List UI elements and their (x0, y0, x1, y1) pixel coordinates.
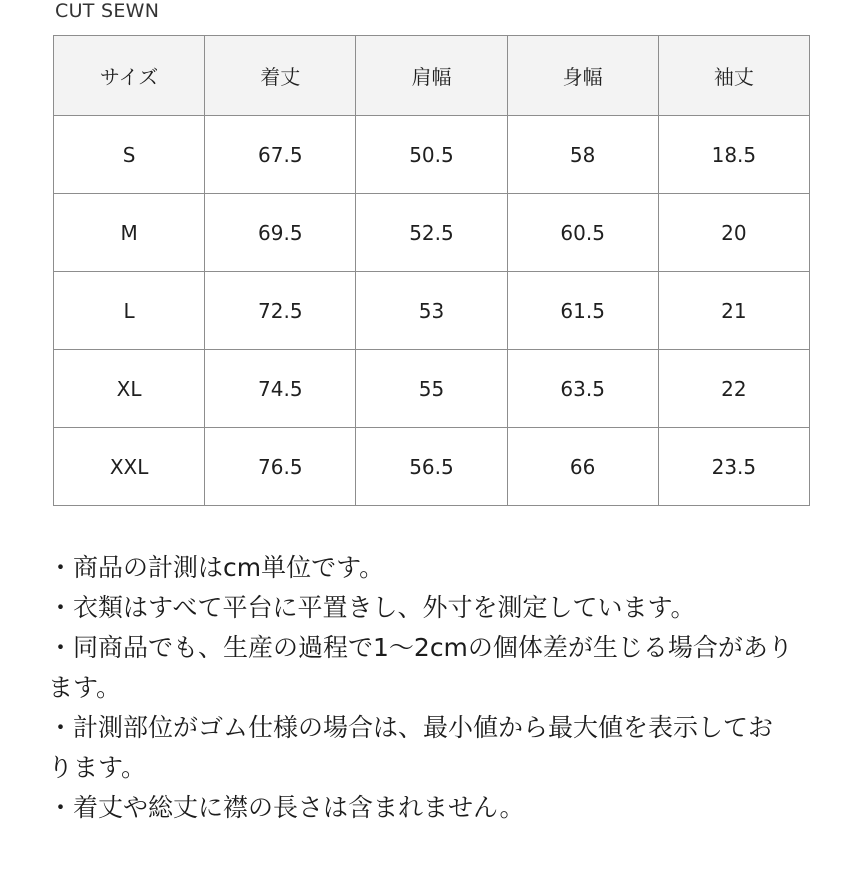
sleeve-length-value: 20 (658, 194, 809, 272)
shoulder-width-value: 52.5 (356, 194, 507, 272)
body-length-value: 69.5 (205, 194, 356, 272)
table-header-row (54, 36, 810, 116)
column-header-shoulder-width: 肩幅 (356, 36, 507, 116)
body-width-value: 63.5 (507, 350, 658, 428)
size-label: M (54, 194, 205, 272)
shoulder-width-value: 55 (356, 350, 507, 428)
sleeve-length-value: 18.5 (658, 116, 809, 194)
body-width-value: 66 (507, 428, 658, 506)
measurement-notes (48, 548, 838, 828)
shoulder-width-value: 50.5 (356, 116, 507, 194)
body-length-value: 67.5 (205, 116, 356, 194)
table-row-s (54, 116, 810, 194)
note-individual-difference: ・同商品でも、生産の過程で1〜2cmの個体差が生じる場合があり (48, 633, 793, 662)
column-header-size: サイズ (54, 36, 205, 116)
note-collar-excluded: ・着丈や総丈に襟の長さは含まれません。 (48, 793, 525, 822)
sleeve-length-value: 23.5 (658, 428, 809, 506)
body-width-value: 61.5 (507, 272, 658, 350)
table-row-xxl (54, 428, 810, 506)
body-width-value: 60.5 (507, 194, 658, 272)
sleeve-length-value: 21 (658, 272, 809, 350)
size-label: L (54, 272, 205, 350)
column-header-sleeve-length: 袖丈 (658, 36, 809, 116)
note-measure-unit: ・商品の計測はcm単位です。 (48, 553, 385, 582)
size-label: S (54, 116, 205, 194)
note-elastic-parts-cont: ります。 (48, 753, 147, 782)
note-elastic-parts: ・計測部位がゴム仕様の場合は、最小値から最大値を表示してお (48, 713, 774, 742)
shoulder-width-value: 56.5 (356, 428, 507, 506)
shoulder-width-value: 53 (356, 272, 507, 350)
note-individual-difference-cont: ます。 (48, 673, 122, 702)
table-row-m (54, 194, 810, 272)
column-header-body-width: 身幅 (507, 36, 658, 116)
table-row-l (54, 272, 810, 350)
body-width-value: 58 (507, 116, 658, 194)
note-flat-measurement: ・衣類はすべて平台に平置きし、外寸を測定しています。 (48, 593, 696, 622)
page-title: CUT SEWN (55, 0, 160, 22)
size-label: XXL (54, 428, 205, 506)
sleeve-length-value: 22 (658, 350, 809, 428)
body-length-value: 72.5 (205, 272, 356, 350)
body-length-value: 76.5 (205, 428, 356, 506)
column-header-body-length: 着丈 (205, 36, 356, 116)
size-chart-table (53, 35, 810, 506)
body-length-value: 74.5 (205, 350, 356, 428)
table-row-xl (54, 350, 810, 428)
size-label: XL (54, 350, 205, 428)
